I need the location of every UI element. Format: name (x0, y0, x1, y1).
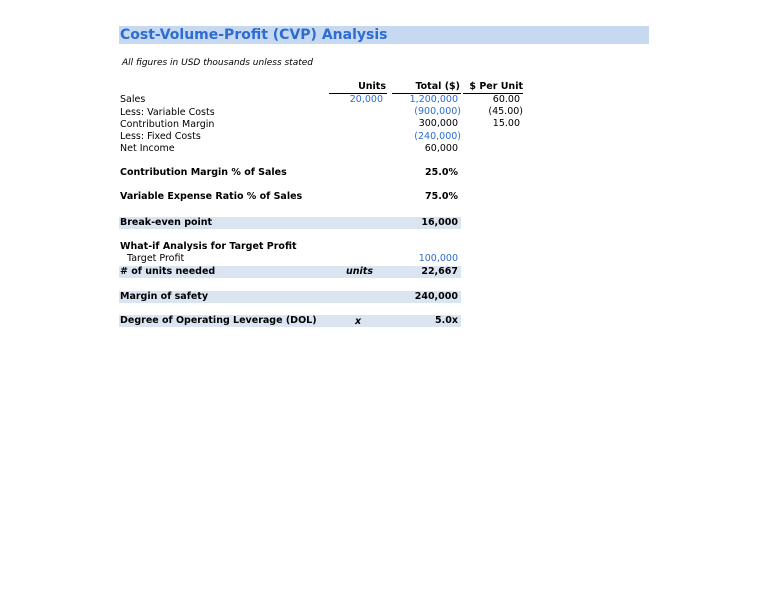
header-per-unit: $ Per Unit (469, 81, 523, 92)
fixed-costs-total: (240,000) (414, 131, 461, 142)
dol-value: 5.0x (435, 315, 458, 326)
header-units: Units (358, 81, 386, 92)
variable-costs-per-unit: (45.00) (488, 106, 523, 117)
cm-pct-value: 25.0% (425, 167, 458, 178)
whatif-heading: What-if Analysis for Target Profit (120, 241, 297, 252)
breakeven-label: Break-even point (120, 217, 213, 228)
target-profit-label: Target Profit (127, 253, 185, 264)
contribution-margin-total: 300,000 (418, 118, 458, 129)
margin-safety-value: 240,000 (414, 291, 458, 302)
margin-safety-label: Margin of safety (120, 291, 209, 302)
row-label-variable-costs: Less: Variable Costs (120, 107, 215, 118)
sales-units: 20,000 (349, 94, 383, 105)
cm-pct-label: Contribution Margin % of Sales (120, 167, 287, 178)
sales-per-unit: 60.00 (492, 94, 520, 105)
page-title: Cost-Volume-Profit (CVP) Analysis (120, 27, 388, 43)
row-label-sales: Sales (120, 94, 146, 105)
dol-label: Degree of Operating Leverage (DOL) (120, 315, 317, 326)
target-profit-value: 100,000 (418, 253, 458, 264)
units-needed-value: 22,667 (421, 266, 458, 277)
row-label-net-income: Net Income (120, 143, 175, 154)
ve-ratio-label: Variable Expense Ratio % of Sales (120, 191, 303, 202)
net-income-total: 60,000 (424, 143, 458, 154)
ve-ratio-value: 75.0% (425, 191, 458, 202)
breakeven-value: 16,000 (421, 217, 458, 228)
row-label-fixed-costs: Less: Fixed Costs (120, 131, 201, 142)
dol-unit: x (355, 316, 362, 327)
units-needed-unit: units (346, 266, 373, 277)
variable-costs-total: (900,000) (414, 106, 461, 117)
subtitle-note: All figures in USD thousands unless stated (122, 58, 314, 68)
sales-total: 1,200,000 (409, 94, 458, 105)
contribution-margin-per-unit: 15.00 (492, 118, 520, 129)
row-label-contribution-margin: Contribution Margin (120, 119, 215, 130)
header-total: Total ($) (415, 81, 460, 92)
units-needed-label: # of units needed (120, 266, 216, 277)
